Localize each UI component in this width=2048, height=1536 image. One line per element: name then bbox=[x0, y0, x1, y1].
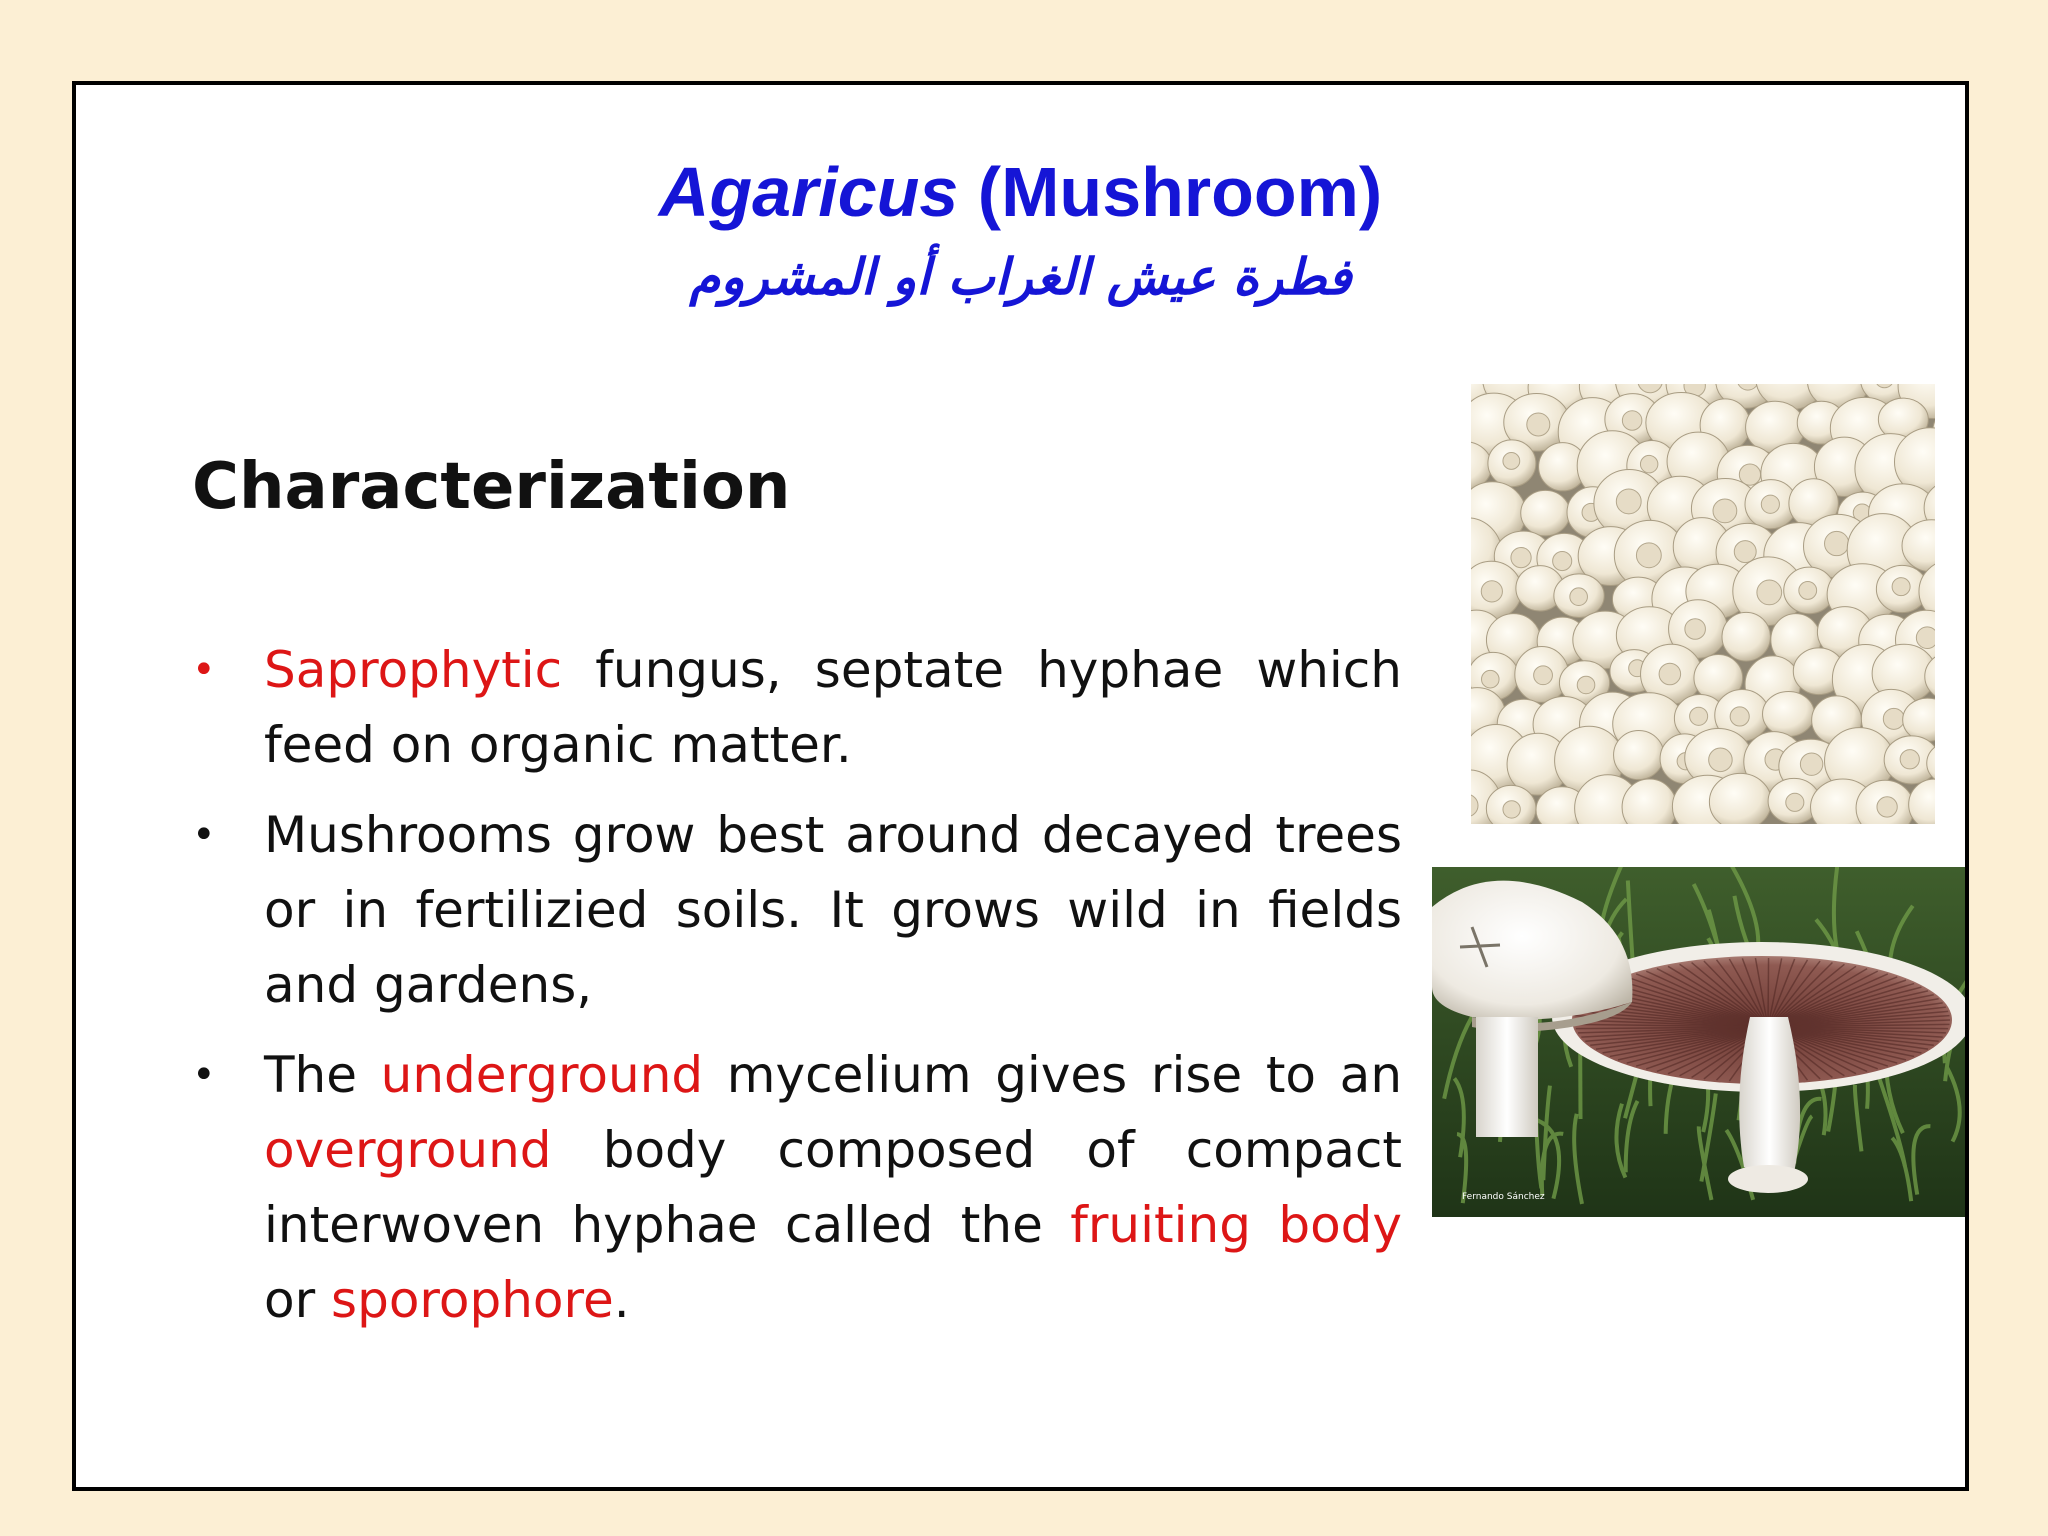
mushroom-stem-end bbox=[1883, 708, 1904, 729]
agaricus-gills-photo bbox=[1432, 867, 1965, 1217]
mushroom-stem-end bbox=[1503, 453, 1520, 470]
mushroom-stem-end bbox=[1534, 666, 1553, 685]
mushroom-stem-end bbox=[1916, 627, 1935, 649]
photo-credit: Fernando Sánchez bbox=[1462, 1192, 1545, 1202]
mushroom-stem-end bbox=[1709, 748, 1733, 772]
mushroom-stem-end bbox=[1527, 413, 1550, 436]
mushroom-cap bbox=[1763, 691, 1815, 736]
mushroom-cap bbox=[1709, 773, 1771, 824]
mushroom-stem-end bbox=[1786, 793, 1804, 811]
button-mushrooms-photo bbox=[1471, 384, 1935, 824]
bullet-text: . bbox=[613, 1271, 630, 1329]
highlighted-term: sporophore bbox=[331, 1271, 614, 1329]
highlighted-term: overground bbox=[264, 1121, 552, 1179]
bullet-item bbox=[192, 798, 1402, 1023]
mushroom-cap bbox=[1722, 612, 1770, 661]
mushroom-stem-end bbox=[1900, 750, 1919, 769]
bullet-text: The bbox=[264, 1046, 381, 1104]
mushroom-stem-end bbox=[1690, 707, 1708, 725]
mushroom-stem-end bbox=[1553, 551, 1572, 570]
title-species: Agaricus bbox=[658, 153, 959, 231]
mushroom-stem-end bbox=[1482, 670, 1500, 688]
mushroom-stem-end bbox=[1799, 582, 1817, 600]
bullet-item bbox=[192, 633, 1402, 783]
highlighted-term: fruiting body bbox=[1070, 1196, 1402, 1254]
title-common-name: (Mushroom) bbox=[958, 153, 1383, 231]
mushroom-stem-end bbox=[1761, 495, 1779, 513]
mushroom-cap bbox=[1521, 490, 1570, 535]
highlighted-term: underground bbox=[380, 1046, 704, 1104]
highlighted-term: Saprophytic bbox=[264, 641, 563, 699]
bullet-text: or bbox=[264, 1271, 332, 1329]
button-mushrooms-image bbox=[1471, 384, 1935, 824]
bullet-list bbox=[192, 633, 1402, 1353]
mushroom-stem-end bbox=[1734, 541, 1756, 563]
mushroom-stem-end bbox=[1616, 489, 1641, 514]
mushroom-cap bbox=[1614, 730, 1664, 779]
mushroom-stem-end bbox=[1825, 531, 1849, 555]
mushroom-stem-end bbox=[1685, 619, 1706, 640]
agaricus-gills-image bbox=[1432, 867, 1965, 1217]
bullet-marker: • bbox=[192, 812, 216, 858]
mushroom-stem-end bbox=[1877, 797, 1897, 817]
bullet-text: mycelium gives rise to an bbox=[703, 1046, 1403, 1104]
mushroom-stem-end bbox=[1659, 663, 1681, 685]
title-english bbox=[76, 147, 1965, 237]
bullet-text: body composed of compact interwoven hyphae called the bbox=[264, 1121, 1402, 1254]
mushroom-stem-end bbox=[1481, 581, 1502, 602]
mushroom-stem-end bbox=[1570, 588, 1588, 606]
mushroom-stem-end bbox=[1640, 455, 1657, 472]
gill-line bbox=[1768, 958, 1769, 1027]
mushroom-stem-end bbox=[1713, 499, 1737, 523]
bullet-marker: • bbox=[192, 1052, 216, 1098]
bullet-item bbox=[192, 1038, 1402, 1338]
mushroom-stem-end bbox=[1577, 676, 1595, 694]
section-heading: Characterization bbox=[192, 450, 791, 524]
mushroom-stem-end bbox=[1730, 707, 1749, 726]
bullet-text: fungus, septate hyphae which feed on organic matter. bbox=[264, 641, 1402, 774]
bullet-text: Mushrooms grow best around decayed trees or in fertilizied soils. It grows wild in fields and gardens, bbox=[264, 806, 1402, 1014]
mushroom-stem-end bbox=[1622, 411, 1642, 431]
mushroom-stem-end bbox=[1503, 801, 1520, 818]
mushroom-stem-end bbox=[1511, 547, 1531, 567]
mushroom-stem-end bbox=[1636, 543, 1661, 568]
mushroom-stem-end bbox=[1892, 578, 1910, 596]
mushroom-stem-end bbox=[1800, 753, 1822, 775]
bullet-marker: • bbox=[192, 647, 216, 693]
slide-frame bbox=[72, 81, 1969, 1491]
title-arabic: فطرة عيش الغراب أو المشروم bbox=[689, 248, 1352, 306]
slide-title bbox=[76, 147, 1965, 317]
mushroom-stem-end bbox=[1757, 580, 1782, 605]
